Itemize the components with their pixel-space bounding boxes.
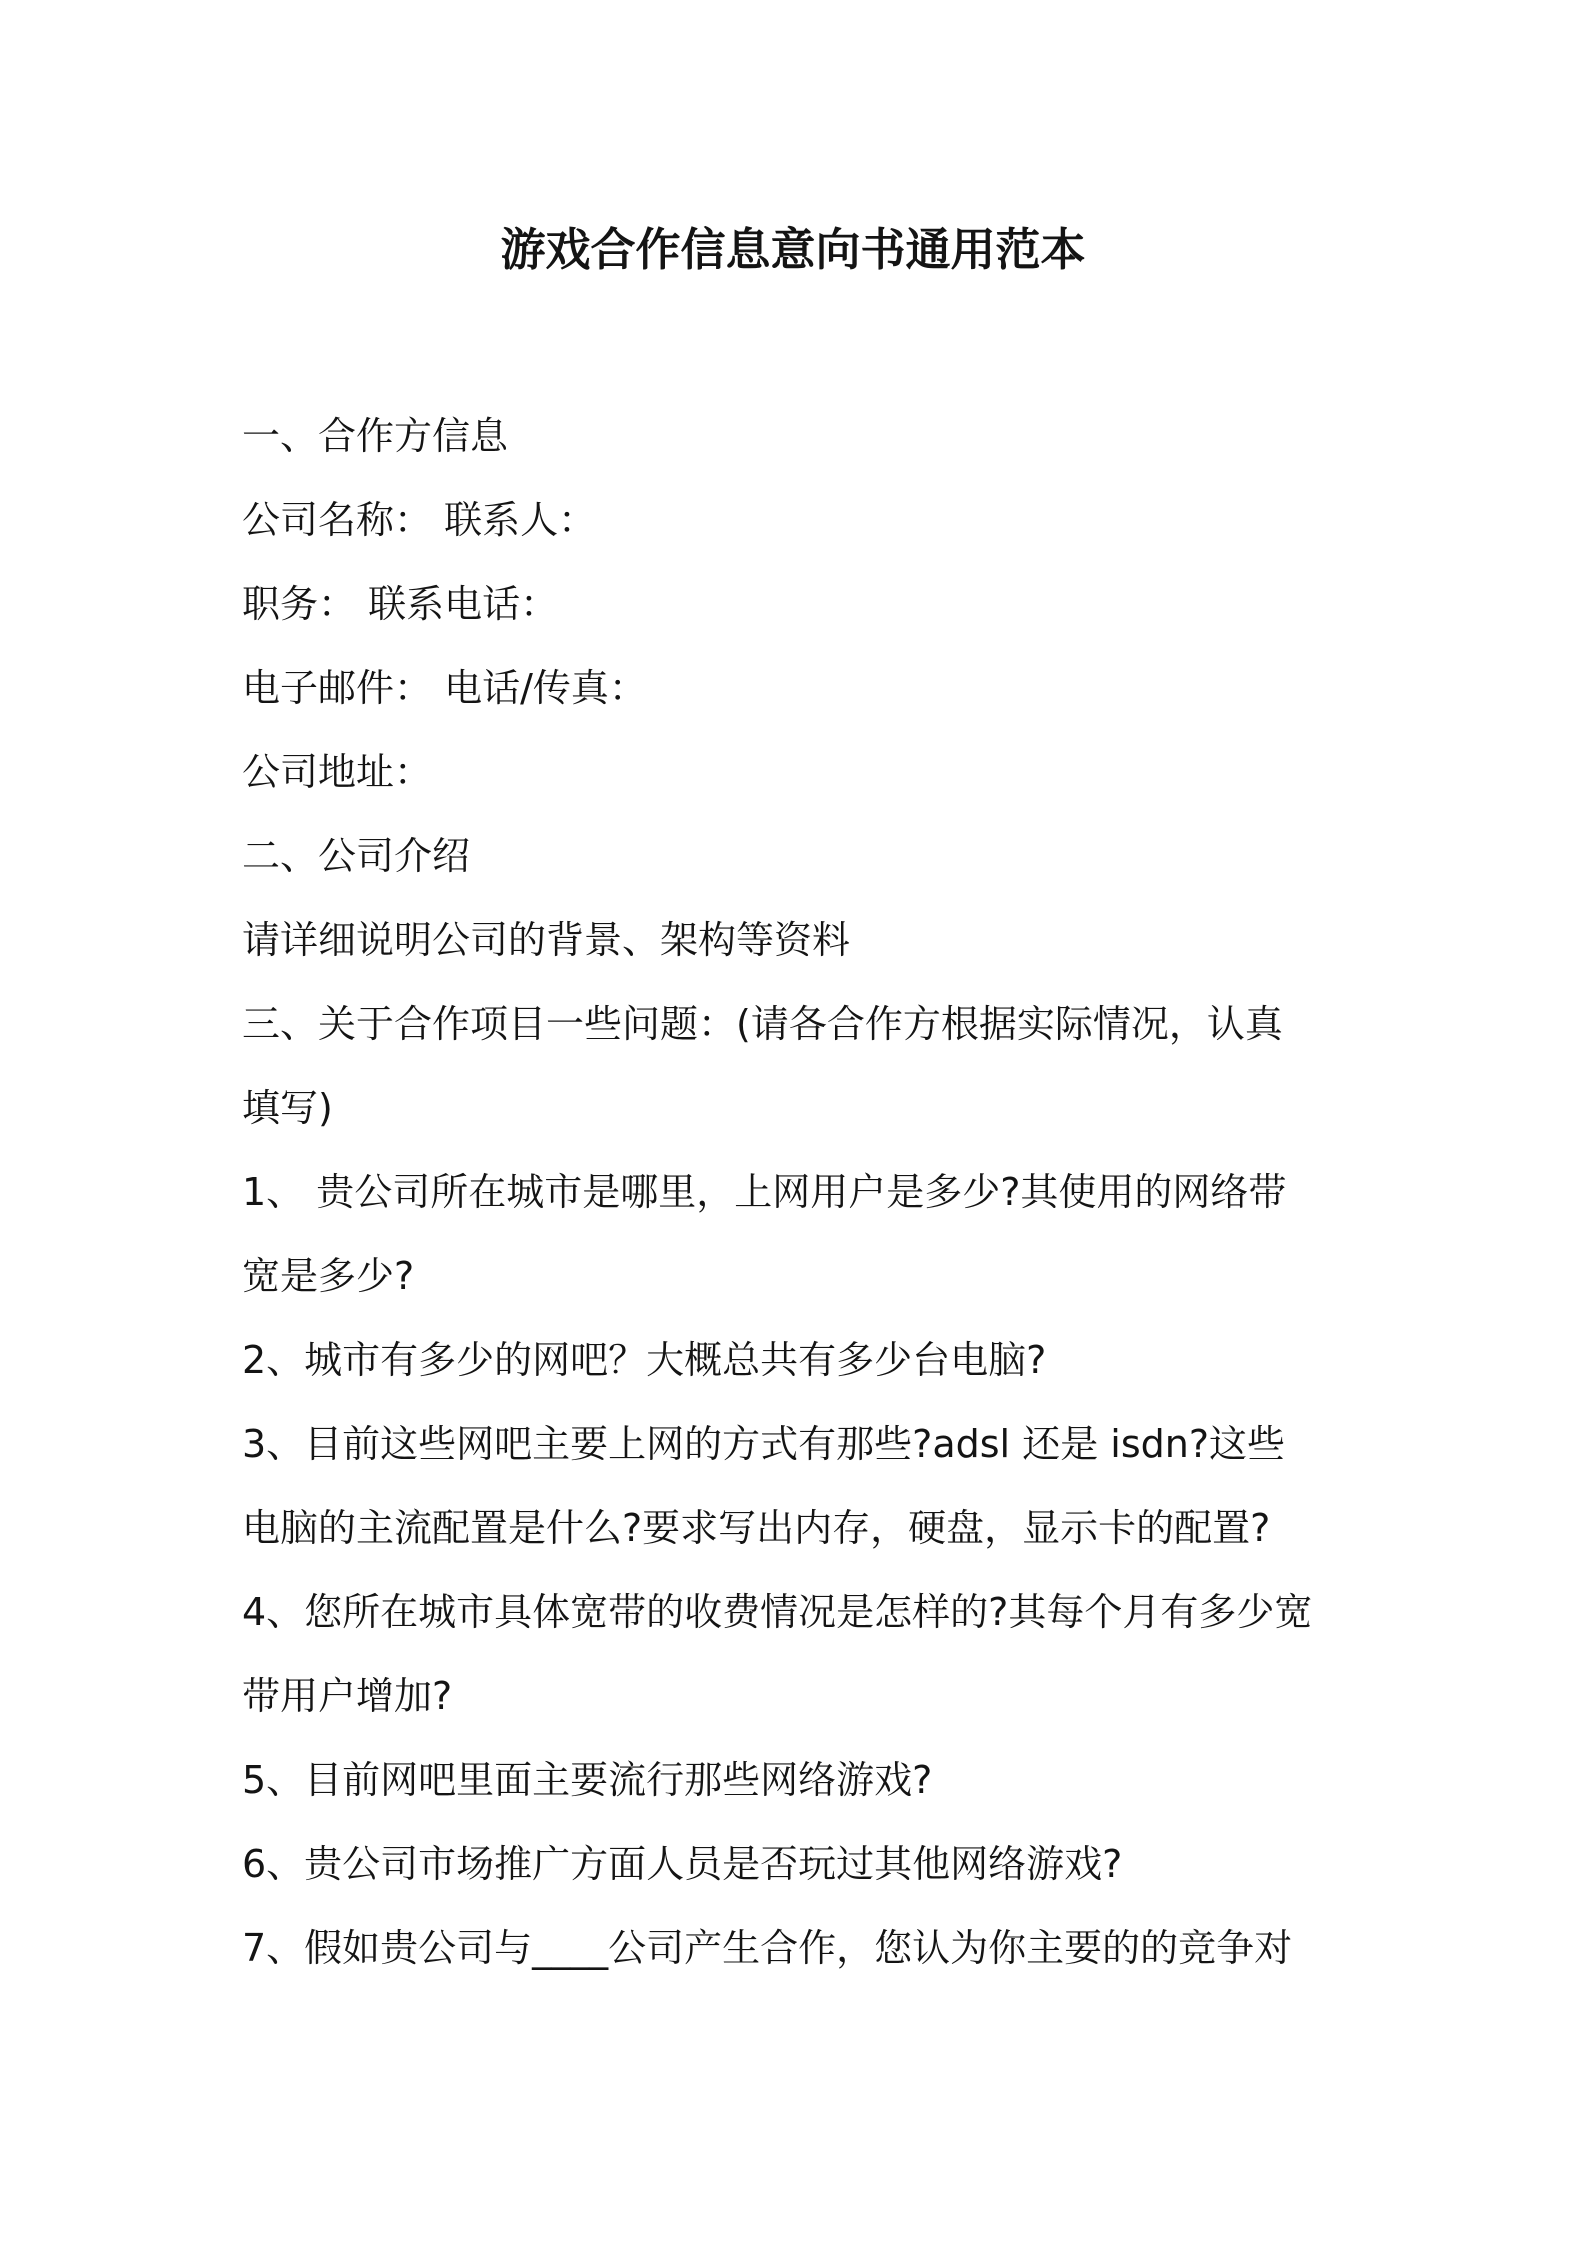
question-4: 4、您所在城市具体宽带的收费情况是怎样的?其每个月有多少宽 xyxy=(242,1590,1313,1634)
document-body xyxy=(242,394,1360,1990)
question-3: 3、目前这些网吧主要上网的方式有那些?adsl 还是 isdn?这些 xyxy=(242,1422,1285,1466)
section-heading-company-intro: 二、公司介绍 xyxy=(242,834,471,878)
field-company-name-contact: 公司名称： 联系人： xyxy=(242,498,597,542)
question-7: 7、假如贵公司与____公司产生合作，您认为你主要的的竞争对 xyxy=(242,1926,1293,1970)
field-position-phone: 职务： 联系电话： xyxy=(242,582,559,626)
section-heading-questions-cont: 填写) xyxy=(242,1086,333,1130)
question-2: 2、城市有多少的网吧？大概总共有多少台电脑? xyxy=(242,1338,1047,1382)
company-intro-instruction: 请详细说明公司的背景、架构等资料 xyxy=(242,918,851,962)
field-company-address: 公司地址： xyxy=(242,750,433,794)
question-3-cont: 电脑的主流配置是什么?要求写出内存，硬盘，显示卡的配置? xyxy=(242,1506,1271,1550)
question-1-cont: 宽是多少? xyxy=(242,1254,415,1298)
question-4-cont: 带用户增加? xyxy=(242,1674,453,1718)
section-heading-partner-info: 一、合作方信息 xyxy=(242,414,509,458)
question-6: 6、贵公司市场推广方面人员是否玩过其他网络游戏? xyxy=(242,1842,1123,1886)
section-heading-questions: 三、关于合作项目一些问题：(请各合作方根据实际情况，认真 xyxy=(242,1002,1283,1046)
question-1: 1、 贵公司所在城市是哪里，上网用户是多少?其使用的网络带 xyxy=(242,1170,1287,1214)
question-5: 5、目前网吧里面主要流行那些网络游戏? xyxy=(242,1758,933,1802)
field-email-fax: 电子邮件： 电话/传真： xyxy=(242,666,647,710)
document-title: 游戏合作信息意向书通用范本 xyxy=(500,223,1086,276)
